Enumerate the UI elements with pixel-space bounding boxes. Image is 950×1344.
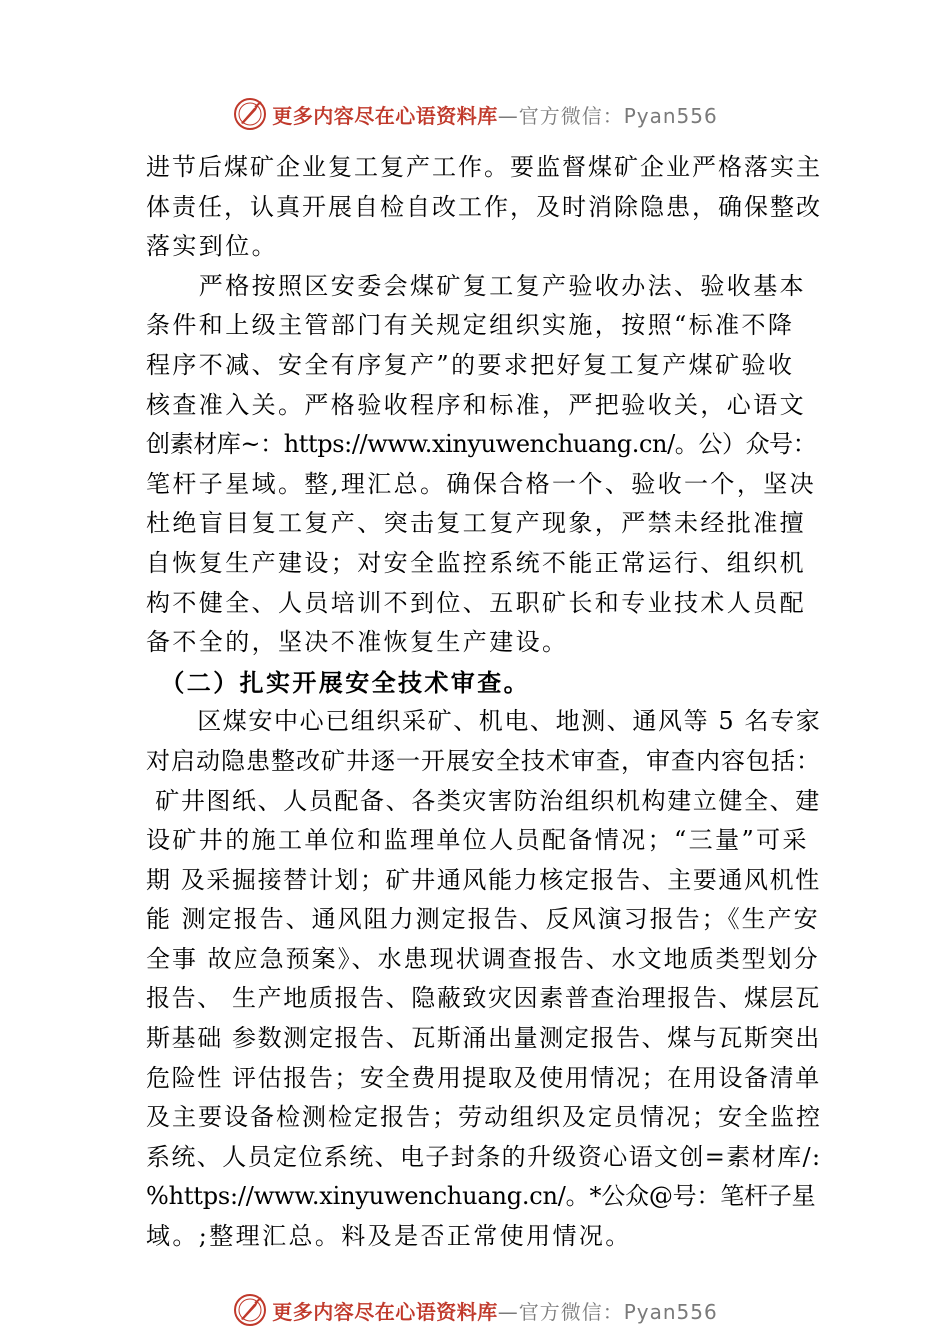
text-line: 危险性 评估报告；安全费用提取及使用情况；在用设备清单	[146, 1063, 821, 1092]
text-line: 笔杆子星域。整,理汇总。确保合格一个、验收一个，坚决	[146, 469, 817, 498]
text-line: 斯基础 参数测定报告、瓦斯涌出量测定报告、煤与瓦斯突出	[146, 1024, 821, 1053]
text-line: 域。;整理汇总。料及是否正常使用情况。	[146, 1222, 632, 1251]
text-line: 系统、人员定位系统、电子封条的升级资心语文创=素材库/:	[146, 1142, 822, 1171]
text-line: 自恢复生产建设；对安全监控系统不能正常运行、组织机	[146, 548, 806, 577]
text-line: 报告、 生产地质报告、隐蔽致灾因素普查治理报告、煤层瓦	[146, 984, 821, 1013]
text-line: 体责任，认真开展自检自改工作，及时消除隐患，确保整改	[146, 192, 822, 221]
text-line: 矿井图纸、人员配备、各类灾害防治组织机构建立健全、建	[146, 786, 821, 815]
header-banner	[0, 92, 950, 136]
text-line: 严格按照区安委会煤矿复工复产验收办法、验收基本	[146, 271, 806, 300]
section-heading: （二）扎实开展安全技术审查。	[146, 667, 530, 697]
banner-wechat-id: —官方微信：Pyan556	[497, 1299, 718, 1324]
text-line: 创素材库~：https://www.xinyuwenchuang.cn/。公）众号：	[146, 430, 817, 459]
pen-nib-logo-icon	[232, 96, 268, 132]
document-body	[146, 148, 822, 1257]
text-line: 期 及采掘接替计划；矿井通风能力核定报告、主要通风机性	[146, 865, 821, 894]
text-line: 程序不减、安全有序复产”的要求把好复工复产煤矿验收	[146, 350, 795, 379]
footer-banner	[0, 1288, 950, 1332]
text-line: 全事 故应急预案》、水患现状调查报告、水文地质类型划分	[146, 944, 820, 973]
pen-nib-logo-icon	[232, 1292, 268, 1328]
text-line: 核查准入关。严格验收程序和标准，严把验收关，心语文	[146, 390, 806, 419]
text-line: 备不全的，坚决不准恢复生产建设。	[146, 628, 569, 657]
text-line: 设矿井的施工单位和监理单位人员配备情况；“三量”可采	[146, 826, 809, 855]
text-line: %https://www.xinyuwenchuang.cn/。*公众@号：笔杆子星	[146, 1182, 816, 1211]
text-line: 区煤安中心已组织采矿、机电、地测、通风等 5 名专家	[146, 707, 822, 736]
text-line: 条件和上级主管部门有关规定组织实施，按照“标准不降	[146, 311, 795, 340]
text-line: 能 测定报告、通风阻力测定报告、反风演习报告；《生产安	[146, 905, 820, 934]
text-line: 进节后煤矿企业复工复产工作。要监督煤矿企业严格落实主	[146, 153, 822, 181]
banner-wechat-id: —官方微信：Pyan556	[497, 103, 718, 128]
text-line: 落实到位。	[146, 232, 278, 261]
banner-site-name: 更多内容尽在心语资料库	[272, 103, 498, 128]
text-line: 杜绝盲目复工复产、突击复工复产现象，严禁未经批准擅	[146, 509, 806, 538]
text-line: 对启动隐患整改矿井逐一开展安全技术审查，审查内容包括：	[146, 746, 821, 775]
text-line: 及主要设备检测检定报告；劳动组织及定员情况；安全监控	[146, 1103, 822, 1132]
text-line: 构不健全、人员培训不到位、五职矿长和专业技术人员配	[146, 588, 806, 617]
banner-site-name: 更多内容尽在心语资料库	[272, 1299, 498, 1324]
